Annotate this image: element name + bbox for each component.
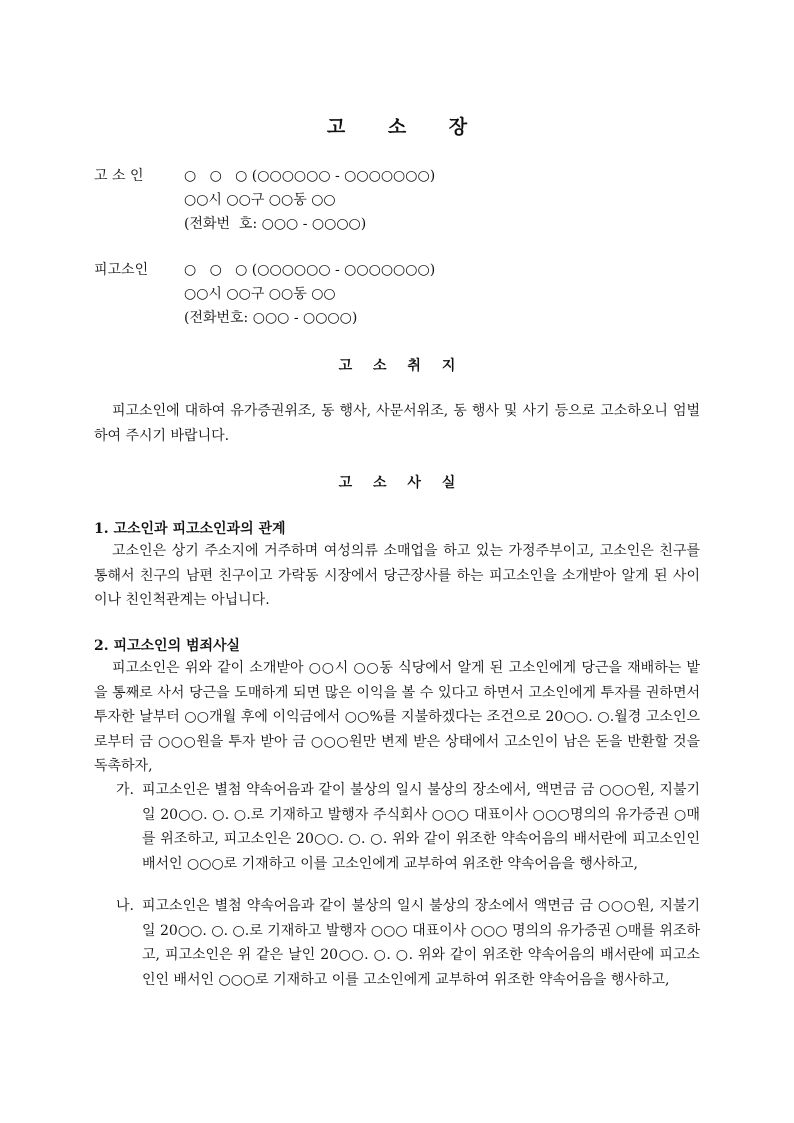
section2-text: 피고소인은 위와 같이 소개받아 ○○시 ○○동 식당에서 알게 된 고소인에게 당근을 재배하는 밭을 통째로 사서 당근을 도매하게 되면 많은 이익을 볼 수 있다고 하면서 고소인에게 투자를 권하면서 투자한 날부터 ○○개월 후에 이익금에서 ○○%를 지불하겠다는 조건으로 20○○. ○.월경 고소인으로부터 금 ○○○원을 투자 받아 금 ○○○원만 변제 받은 상태에서 고소인이 남은 돈을 반환할 것을 독촉하자, xyxy=(94,660,700,774)
accused-block xyxy=(94,258,435,330)
complainant-phone: (전화번 호: ○○○ - ○○○○) xyxy=(184,216,367,232)
accused-address: ○○시 ○○구 ○○동 ○○ xyxy=(184,286,336,302)
complainant-label: 고 소 인 xyxy=(94,168,144,184)
list-item-marker: 나. xyxy=(116,898,134,914)
purpose-heading: 고 소 취 지 xyxy=(338,358,456,374)
accused-label: 피고소인 xyxy=(94,262,149,278)
complainant-block xyxy=(94,164,435,236)
accused-name: ○ ○ ○ (○○○○○○ - ○○○○○○○) xyxy=(184,262,436,278)
list-item-text: 피고소인은 별첨 약속어음과 같이 불상의 일시 불상의 장소에서 액면금 금 ○○○원, 지불기일 20○○. ○. ○.로 기재하고 발행자 ○○○ 대표이사 ○○○ 명의의 유가증권 ○매를 위조하고, 피고소인은 위 같은 날인 20○○. ○. ○. 위와 같이 위조한 약속어음의 배서란에 피고소인인 배서인 ○○○로 기재하고 이를 고소인에게 교부하여 위조한 약속어음을 행사하고, xyxy=(142,898,700,988)
facts-heading: 고 소 사 실 xyxy=(338,475,456,491)
complainant-address: ○○시 ○○구 ○○동 ○○ xyxy=(184,192,336,208)
complainant-name: ○ ○ ○ (○○○○○○ - ○○○○○○○) xyxy=(184,168,436,184)
document-title: 고 소 장 xyxy=(326,116,468,138)
list-item xyxy=(116,894,700,992)
accused-phone: (전화번호: ○○○ - ○○○○) xyxy=(184,310,358,326)
purpose-text: 피고소인에 대하여 유가증권위조, 동 행사, 사문서위조, 동 행사 및 사기 등으로 고소하오니 엄벌하여 주시기 바랍니다. xyxy=(94,403,700,444)
section1-text: 고소인은 상기 주소지에 거주하며 여성의류 소매업을 하고 있는 가정주부이고, 고소인은 친구를 통해서 친구의 남편 친구이고 가락동 시장에서 당근장사를 하는 피고소인을 소개받아 알게 된 사이이나 친인척관계는 아닙니다. xyxy=(94,543,700,608)
list-item-marker: 가. xyxy=(116,782,134,798)
list-item-text: 피고소인은 별첨 약속어음과 같이 불상의 일시 불상의 장소에서, 액면금 금 ○○○원, 지불기일 20○○. ○. ○.로 기재하고 발행자 주식회사 ○○○ 대표이사 ○○○명의의 유가증권 ○매를 위조하고, 피고소인은 20○○. ○. ○. 위와 같이 위조한 약속어음의 배서란에 피고소인인 배서인 ○○○로 기재하고 이를 고소인에게 교부하여 위조한 약속어음을 행사하고, xyxy=(142,782,700,872)
list-item xyxy=(116,778,700,876)
section1-title: 1. 고소인과 피고소인과의 관계 xyxy=(94,521,286,537)
section2-title: 2. 피고소인의 범죄사실 xyxy=(94,638,241,654)
